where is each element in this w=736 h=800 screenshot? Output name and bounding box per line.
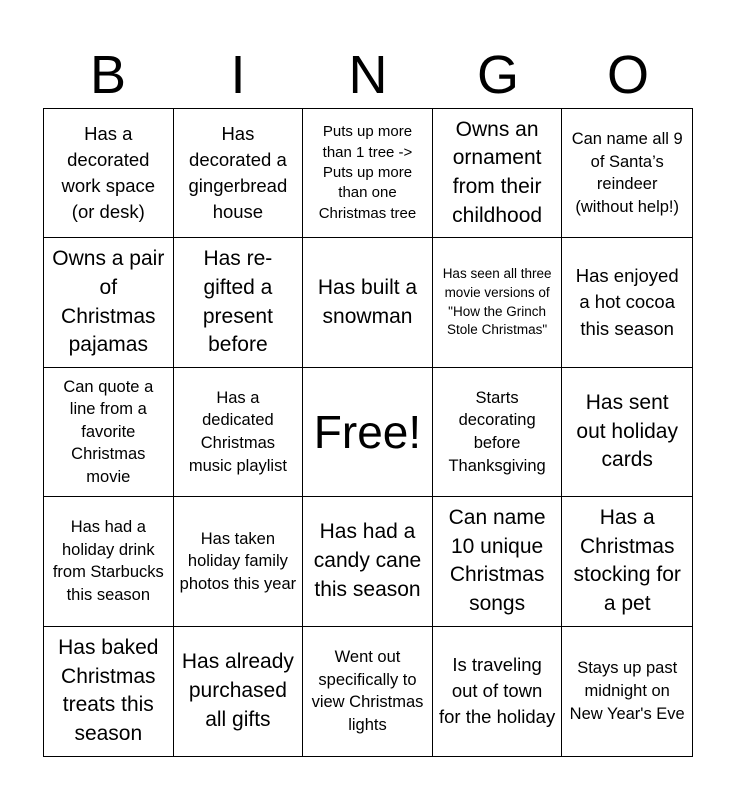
- cell-text: Has re-gifted a present before: [202, 247, 273, 357]
- bingo-cell[interactable]: [433, 368, 563, 497]
- bingo-cell-free[interactable]: [303, 368, 433, 497]
- bingo-cell[interactable]: [174, 238, 304, 367]
- bingo-cell[interactable]: [303, 238, 433, 367]
- bingo-cell[interactable]: [562, 109, 692, 238]
- cell-text: Has seen all three movie versions of "How the Grinch Stole Christmas": [442, 266, 552, 338]
- header-letter-g: G: [476, 45, 519, 105]
- cell-text: Starts decorating before Thanksgiving: [448, 388, 546, 475]
- cell-text: Is traveling out of town for the holiday: [438, 653, 556, 728]
- bingo-cell[interactable]: [303, 627, 433, 756]
- cell-text: Can name all 9 of Santa’s reindeer (without help!): [571, 130, 683, 216]
- bingo-cell[interactable]: [433, 238, 563, 367]
- cell-text: Stays up past midnight on New Year's Eve: [569, 659, 685, 723]
- bingo-cell[interactable]: [433, 627, 563, 756]
- cell-text: Puts up more than 1 tree -> Puts up more than one Christmas tree: [318, 123, 417, 222]
- free-space-text: Free!: [313, 405, 422, 458]
- bingo-cell[interactable]: [44, 238, 174, 367]
- cell-text: Has decorated a gingerbread house: [188, 122, 288, 223]
- cell-text: Has taken holiday family photos this year: [179, 529, 297, 593]
- cell-text: Has had a holiday drink from Starbucks this season: [52, 518, 164, 604]
- bingo-cell[interactable]: [303, 497, 433, 626]
- bingo-cell[interactable]: [562, 627, 692, 756]
- bingo-cell[interactable]: [174, 368, 304, 497]
- bingo-cell[interactable]: [433, 497, 563, 626]
- bingo-cell[interactable]: [433, 109, 563, 238]
- bingo-cell[interactable]: [44, 109, 174, 238]
- cell-text: Went out specifically to view Christmas lights: [311, 648, 424, 734]
- cell-text: Has a dedicated Christmas music playlist: [188, 388, 287, 475]
- bingo-cell[interactable]: [44, 497, 174, 626]
- header-letter-b: B: [89, 45, 127, 105]
- cell-text: Owns a pair of Christmas pajamas: [52, 247, 165, 357]
- bingo-cell[interactable]: [44, 368, 174, 497]
- bingo-cell[interactable]: [562, 368, 692, 497]
- bingo-header: [43, 42, 693, 108]
- cell-text: Can name 10 unique Christmas songs: [448, 505, 546, 616]
- bingo-cell[interactable]: [174, 627, 304, 756]
- cell-text: Has baked Christmas treats this season: [58, 635, 159, 746]
- cell-text: Has a decorated work space (or desk): [61, 122, 156, 223]
- bingo-cell[interactable]: [562, 497, 692, 626]
- cell-text: Has a Christmas stocking for a pet: [573, 505, 681, 616]
- cell-text: Has enjoyed a hot cocoa this season: [575, 265, 679, 339]
- header-letter-o: O: [606, 45, 649, 105]
- bingo-cell[interactable]: [303, 109, 433, 238]
- cell-text: Can quote a line from a favorite Christmas movie: [63, 377, 154, 486]
- header-letter-n: N: [348, 45, 388, 105]
- bingo-cell[interactable]: [562, 238, 692, 367]
- cell-text: Has already purchased all gifts: [181, 650, 294, 731]
- header-letter-i: I: [230, 45, 246, 105]
- bingo-cell[interactable]: [174, 497, 304, 626]
- bingo-cell[interactable]: [174, 109, 304, 238]
- bingo-cell[interactable]: [44, 627, 174, 756]
- cell-text: Has sent out holiday cards: [576, 390, 678, 472]
- cell-text: Owns an ornament from their childhood: [452, 117, 543, 227]
- cell-text: Has had a candy cane this season: [313, 520, 422, 601]
- bingo-grid: [43, 108, 693, 757]
- cell-text: Has built a snowman: [317, 275, 418, 328]
